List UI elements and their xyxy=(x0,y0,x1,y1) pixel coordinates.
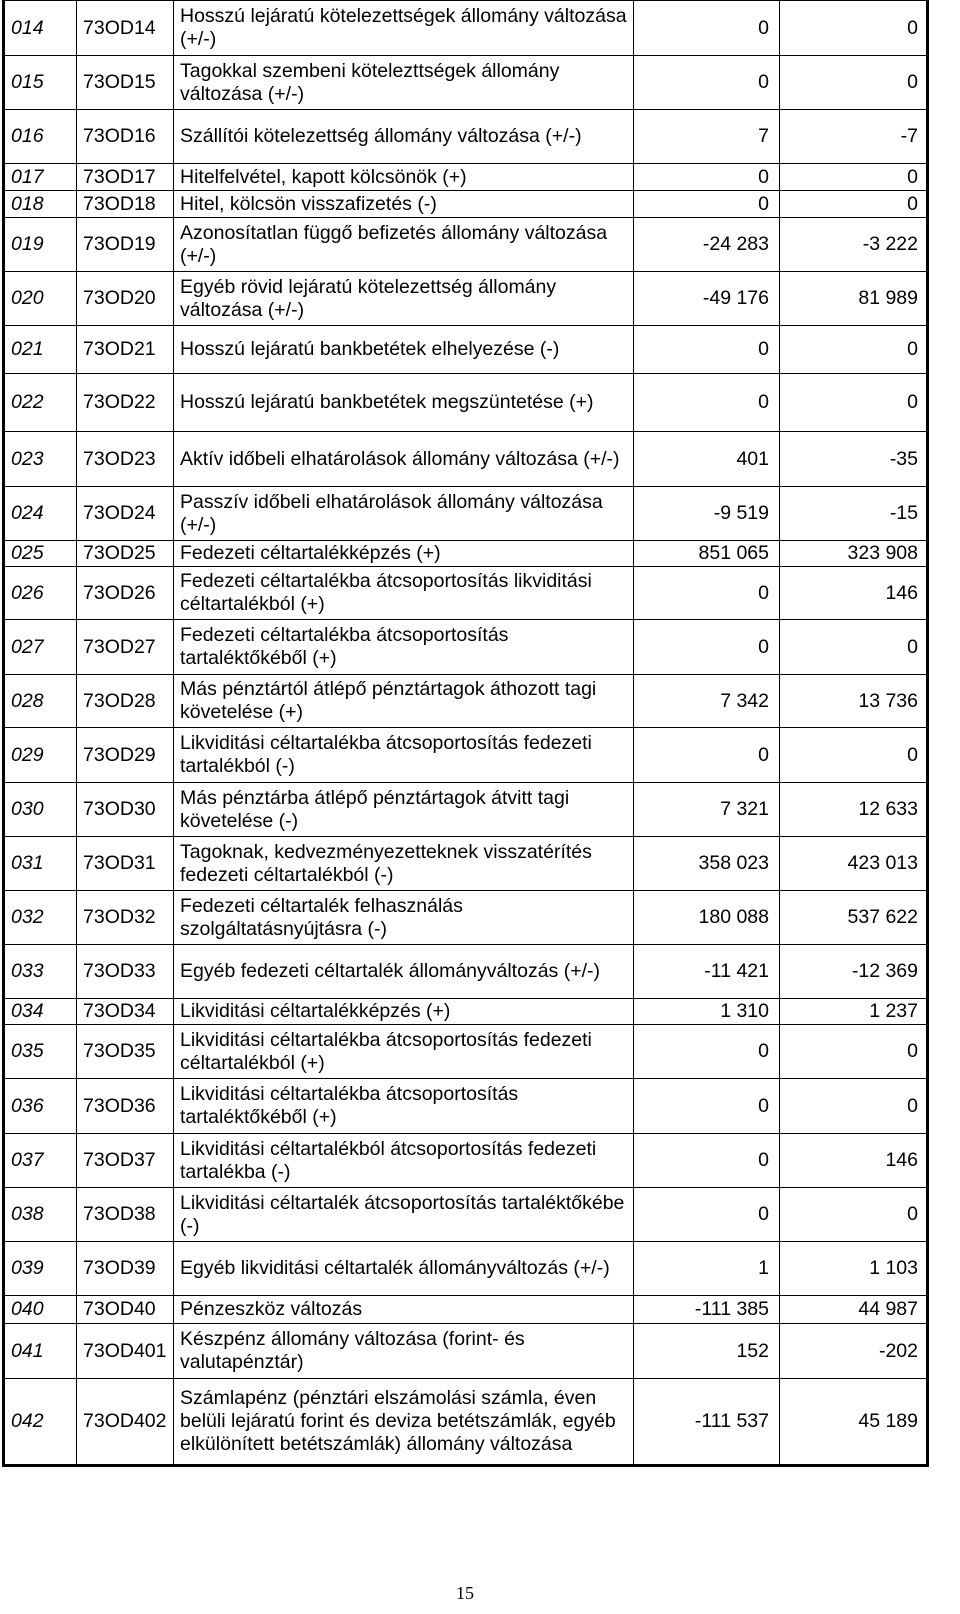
row-value-previous: 0 xyxy=(634,191,780,218)
row-value-current: 0 xyxy=(780,1025,928,1079)
page-number: 15 xyxy=(456,1583,474,1603)
row-value-current: 0 xyxy=(780,56,928,110)
table-row xyxy=(4,999,928,1025)
row-value-previous: -9 519 xyxy=(634,487,780,541)
row-code: 73OD33 xyxy=(77,945,174,999)
table-row xyxy=(4,1025,928,1079)
row-value-current: 0 xyxy=(780,374,928,432)
row-index: 030 xyxy=(4,783,77,837)
row-code: 73OD28 xyxy=(77,675,174,728)
row-value-previous: 180 088 xyxy=(634,891,780,945)
table-row xyxy=(4,272,928,326)
row-value-previous: 7 342 xyxy=(634,675,780,728)
row-value-previous: 0 xyxy=(634,1188,780,1242)
row-index: 028 xyxy=(4,675,77,728)
table-row xyxy=(4,164,928,191)
row-value-previous: 0 xyxy=(634,1025,780,1079)
table-row xyxy=(4,218,928,272)
row-code: 73OD27 xyxy=(77,620,174,675)
table-row xyxy=(4,1188,928,1242)
row-value-current: -35 xyxy=(780,432,928,487)
table-row xyxy=(4,1242,928,1296)
row-value-current: 1 237 xyxy=(780,999,928,1025)
row-value-previous: 0 xyxy=(634,567,780,620)
row-description: Likviditási céltartalékba átcsoportosítás fedezeti céltartalékból (+) xyxy=(174,1025,634,1079)
cash-flow-table xyxy=(2,0,929,1467)
row-index: 019 xyxy=(4,218,77,272)
row-value-previous: 401 xyxy=(634,432,780,487)
row-index: 016 xyxy=(4,110,77,164)
row-value-previous: 358 023 xyxy=(634,837,780,891)
row-description: Hitelfelvétel, kapott kölcsönök (+) xyxy=(174,164,634,191)
row-value-previous: 7 321 xyxy=(634,783,780,837)
row-value-previous: -49 176 xyxy=(634,272,780,326)
row-value-previous: 1 xyxy=(634,1242,780,1296)
row-description: Számlapénz (pénztári elszámolási számla, éven belüli lejáratú forint és deviza betétszámlák, egyéb elkülönített betétszámlák) állomány változása xyxy=(174,1379,634,1466)
table-row xyxy=(4,374,928,432)
row-description: Aktív időbeli elhatárolások állomány változása (+/-) xyxy=(174,432,634,487)
table-row xyxy=(4,56,928,110)
row-index: 041 xyxy=(4,1324,77,1379)
table-row xyxy=(4,620,928,675)
row-value-previous: 0 xyxy=(634,164,780,191)
row-index: 031 xyxy=(4,837,77,891)
row-code: 73OD15 xyxy=(77,56,174,110)
row-code: 73OD39 xyxy=(77,1242,174,1296)
row-code: 73OD34 xyxy=(77,999,174,1025)
row-value-current: 81 989 xyxy=(780,272,928,326)
row-code: 73OD24 xyxy=(77,487,174,541)
row-description: Készpénz állomány változása (forint- és valutapénztár) xyxy=(174,1324,634,1379)
row-value-current: 44 987 xyxy=(780,1296,928,1324)
row-value-previous: 152 xyxy=(634,1324,780,1379)
row-value-previous: 7 xyxy=(634,110,780,164)
row-index: 023 xyxy=(4,432,77,487)
table-row xyxy=(4,837,928,891)
row-value-current: -3 222 xyxy=(780,218,928,272)
row-value-previous: 851 065 xyxy=(634,541,780,567)
row-value-current: 0 xyxy=(780,1188,928,1242)
row-code: 73OD14 xyxy=(77,1,174,56)
row-description: Likviditási céltartalék átcsoportosítás tartaléktőkébe (-) xyxy=(174,1188,634,1242)
row-code: 73OD17 xyxy=(77,164,174,191)
row-value-current: 12 633 xyxy=(780,783,928,837)
row-description: Tagoknak, kedvezményezetteknek visszatérítés fedezeti céltartalékból (-) xyxy=(174,837,634,891)
row-code: 73OD37 xyxy=(77,1134,174,1188)
row-description: Passzív időbeli elhatárolások állomány változása (+/-) xyxy=(174,487,634,541)
row-index: 040 xyxy=(4,1296,77,1324)
row-index: 015 xyxy=(4,56,77,110)
row-description: Azonosítatlan függő befizetés állomány változása (+/-) xyxy=(174,218,634,272)
table-row xyxy=(4,110,928,164)
row-description: Likviditási céltartalékból átcsoportosítás fedezeti tartalékba (-) xyxy=(174,1134,634,1188)
row-value-current: 0 xyxy=(780,728,928,783)
table-row xyxy=(4,432,928,487)
row-code: 73OD19 xyxy=(77,218,174,272)
table-row xyxy=(4,783,928,837)
row-index: 018 xyxy=(4,191,77,218)
row-code: 73OD22 xyxy=(77,374,174,432)
row-index: 042 xyxy=(4,1379,77,1466)
row-index: 037 xyxy=(4,1134,77,1188)
row-value-current: 537 622 xyxy=(780,891,928,945)
row-index: 032 xyxy=(4,891,77,945)
row-value-current: -202 xyxy=(780,1324,928,1379)
row-index: 038 xyxy=(4,1188,77,1242)
row-index: 035 xyxy=(4,1025,77,1079)
row-code: 73OD38 xyxy=(77,1188,174,1242)
row-code: 73OD21 xyxy=(77,326,174,374)
table-row xyxy=(4,945,928,999)
row-value-previous: 0 xyxy=(634,620,780,675)
row-value-previous: 0 xyxy=(634,56,780,110)
row-value-current: 146 xyxy=(780,567,928,620)
row-code: 73OD35 xyxy=(77,1025,174,1079)
row-value-previous: 0 xyxy=(634,326,780,374)
row-index: 034 xyxy=(4,999,77,1025)
table-row xyxy=(4,1134,928,1188)
row-index: 017 xyxy=(4,164,77,191)
row-value-current: 0 xyxy=(780,620,928,675)
row-value-current: 45 189 xyxy=(780,1379,928,1466)
row-value-current: 323 908 xyxy=(780,541,928,567)
row-value-current: 0 xyxy=(780,191,928,218)
table-row xyxy=(4,1296,928,1324)
row-index: 014 xyxy=(4,1,77,56)
row-value-previous: -111 537 xyxy=(634,1379,780,1466)
row-value-current: 1 103 xyxy=(780,1242,928,1296)
table-body xyxy=(4,1,928,1466)
row-index: 024 xyxy=(4,487,77,541)
row-description: Hosszú lejáratú kötelezettségek állomány változása (+/-) xyxy=(174,1,634,56)
table-row xyxy=(4,891,928,945)
row-code: 73OD401 xyxy=(77,1324,174,1379)
row-code: 73OD26 xyxy=(77,567,174,620)
row-index: 039 xyxy=(4,1242,77,1296)
row-index: 025 xyxy=(4,541,77,567)
row-index: 026 xyxy=(4,567,77,620)
row-value-previous: 0 xyxy=(634,1079,780,1134)
row-description: Más pénztárba átlépő pénztártagok átvitt tagi követelése (-) xyxy=(174,783,634,837)
row-code: 73OD18 xyxy=(77,191,174,218)
table-row xyxy=(4,1,928,56)
row-description: Hosszú lejáratú bankbetétek megszüntetése (+) xyxy=(174,374,634,432)
row-code: 73OD32 xyxy=(77,891,174,945)
row-index: 021 xyxy=(4,326,77,374)
row-index: 029 xyxy=(4,728,77,783)
table-row xyxy=(4,541,928,567)
row-value-previous: -24 283 xyxy=(634,218,780,272)
row-code: 73OD29 xyxy=(77,728,174,783)
row-code: 73OD31 xyxy=(77,837,174,891)
row-code: 73OD30 xyxy=(77,783,174,837)
row-code: 73OD16 xyxy=(77,110,174,164)
row-value-current: 13 736 xyxy=(780,675,928,728)
row-index: 020 xyxy=(4,272,77,326)
row-description: Egyéb rövid lejáratú kötelezettség állomány változása (+/-) xyxy=(174,272,634,326)
row-code: 73OD40 xyxy=(77,1296,174,1324)
table-row xyxy=(4,326,928,374)
table-row xyxy=(4,1379,928,1466)
row-value-previous: 0 xyxy=(634,1134,780,1188)
row-index: 036 xyxy=(4,1079,77,1134)
row-description: Egyéb fedezeti céltartalék állományváltozás (+/-) xyxy=(174,945,634,999)
table-row xyxy=(4,191,928,218)
row-description: Más pénztártól átlépő pénztártagok áthozott tagi követelése (+) xyxy=(174,675,634,728)
row-code: 73OD23 xyxy=(77,432,174,487)
row-value-previous: 0 xyxy=(634,374,780,432)
row-value-previous: 1 310 xyxy=(634,999,780,1025)
table-row xyxy=(4,675,928,728)
row-value-current: 0 xyxy=(780,1,928,56)
row-value-current: -12 369 xyxy=(780,945,928,999)
row-value-previous: -11 421 xyxy=(634,945,780,999)
row-code: 73OD36 xyxy=(77,1079,174,1134)
table-row xyxy=(4,1079,928,1134)
row-code: 73OD20 xyxy=(77,272,174,326)
row-description: Fedezeti céltartalékképzés (+) xyxy=(174,541,634,567)
row-code: 73OD402 xyxy=(77,1379,174,1466)
row-description: Tagokkal szembeni kötelezttségek állomány változása (+/-) xyxy=(174,56,634,110)
row-description: Hosszú lejáratú bankbetétek elhelyezése (-) xyxy=(174,326,634,374)
table-row xyxy=(4,567,928,620)
row-index: 022 xyxy=(4,374,77,432)
row-value-current: 146 xyxy=(780,1134,928,1188)
table-row xyxy=(4,1324,928,1379)
row-value-previous: -111 385 xyxy=(634,1296,780,1324)
row-value-previous: 0 xyxy=(634,1,780,56)
row-code: 73OD25 xyxy=(77,541,174,567)
row-description: Pénzeszköz változás xyxy=(174,1296,634,1324)
row-index: 027 xyxy=(4,620,77,675)
row-value-current: 0 xyxy=(780,326,928,374)
row-description: Likviditási céltartalékképzés (+) xyxy=(174,999,634,1025)
row-description: Likviditási céltartalékba átcsoportosítás fedezeti tartalékból (-) xyxy=(174,728,634,783)
table-row xyxy=(4,728,928,783)
table-row xyxy=(4,487,928,541)
row-description: Hitel, kölcsön visszafizetés (-) xyxy=(174,191,634,218)
row-description: Fedezeti céltartalékba átcsoportosítás likviditási céltartalékból (+) xyxy=(174,567,634,620)
row-value-current: 0 xyxy=(780,1079,928,1134)
row-value-current: -7 xyxy=(780,110,928,164)
row-description: Szállítói kötelezettség állomány változása (+/-) xyxy=(174,110,634,164)
row-description: Egyéb likviditási céltartalék állományváltozás (+/-) xyxy=(174,1242,634,1296)
row-index: 033 xyxy=(4,945,77,999)
row-value-current: -15 xyxy=(780,487,928,541)
row-value-current: 423 013 xyxy=(780,837,928,891)
row-value-previous: 0 xyxy=(634,728,780,783)
row-description: Likviditási céltartalékba átcsoportosítás tartaléktőkéből (+) xyxy=(174,1079,634,1134)
row-description: Fedezeti céltartalékba átcsoportosítás tartaléktőkéből (+) xyxy=(174,620,634,675)
row-value-current: 0 xyxy=(780,164,928,191)
row-description: Fedezeti céltartalék felhasználás szolgáltatásnyújtásra (-) xyxy=(174,891,634,945)
